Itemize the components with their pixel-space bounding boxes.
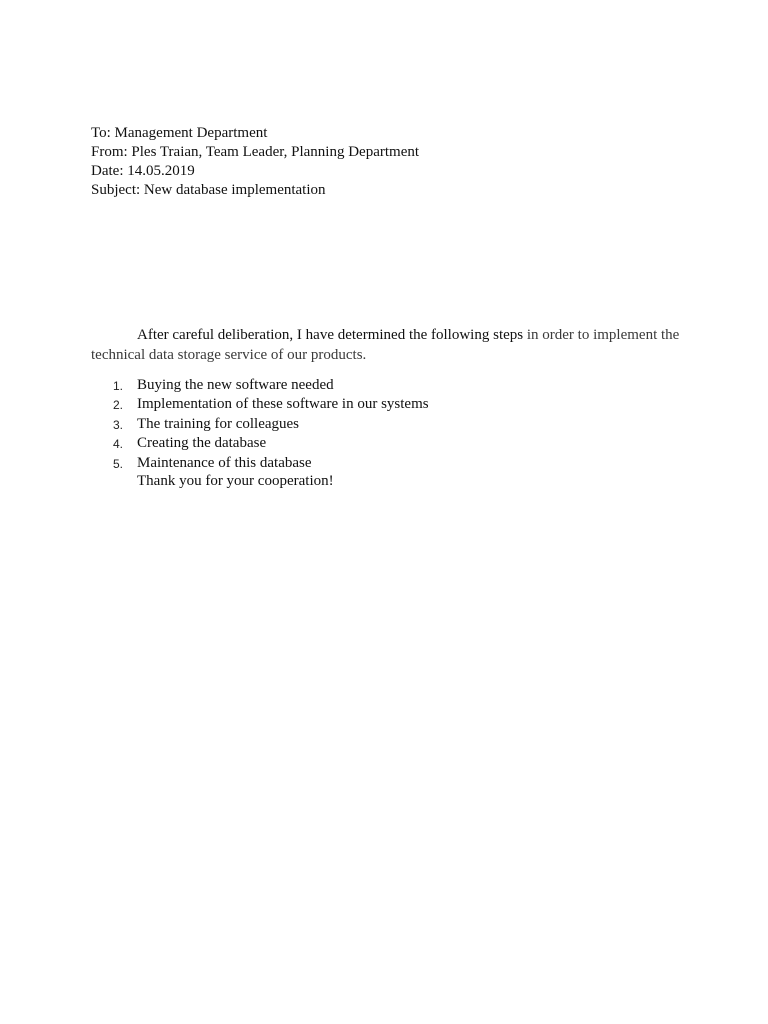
memo-to: To: Management Department xyxy=(91,125,268,141)
steps-list xyxy=(91,376,429,473)
list-item-text: Creating the database xyxy=(137,435,267,452)
list-item xyxy=(91,454,429,473)
list-item-number: 5. xyxy=(113,456,124,471)
list-item xyxy=(91,395,429,414)
body-paragraph-part2: in order to implement the technical data storage service of our products. xyxy=(91,327,680,363)
memo-subject: Subject: New database implementation xyxy=(91,182,326,198)
list-item-number: 1. xyxy=(113,379,124,393)
list-item xyxy=(91,434,429,453)
memo-date: Date: 14.05.2019 xyxy=(91,163,195,179)
body-paragraph xyxy=(91,325,691,365)
memo-from: From: Ples Traian, Team Leader, Planning Department xyxy=(91,144,420,160)
body-paragraph-part1: After careful deliberation, I have determined the following steps xyxy=(137,327,527,343)
closing-line: Thank you for your cooperation! xyxy=(137,473,334,489)
memo-header xyxy=(91,124,419,200)
list-item-text: The training for colleagues xyxy=(137,415,300,432)
list-item xyxy=(91,376,429,395)
list-item-text: Maintenance of this database xyxy=(137,454,312,471)
list-item-text: Implementation of these software in our systems xyxy=(137,396,429,413)
list-item-number: 3. xyxy=(113,417,124,432)
list-item xyxy=(91,415,429,434)
list-item-number: 2. xyxy=(113,398,124,413)
list-item-text: Buying the new software needed xyxy=(137,377,334,393)
list-item-number: 4. xyxy=(113,437,124,452)
